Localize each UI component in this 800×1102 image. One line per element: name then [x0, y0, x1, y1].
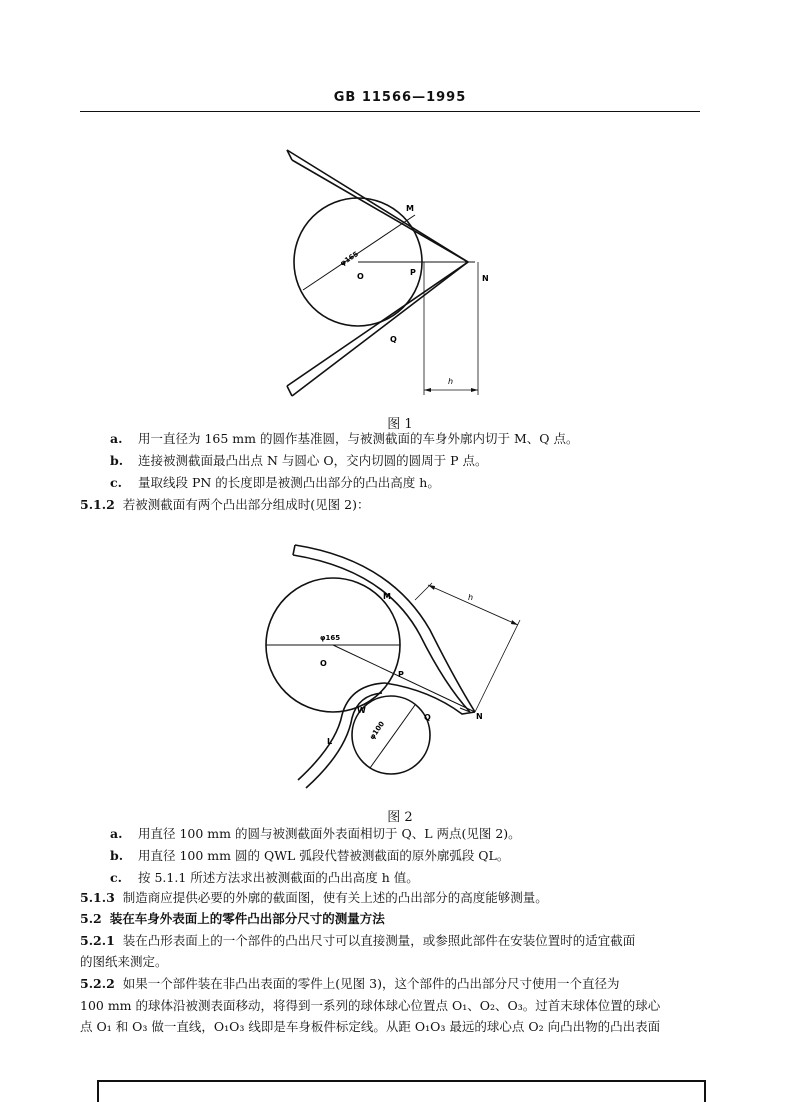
fig2-label-n: N — [476, 712, 483, 721]
figure-1-caption: 图 1 — [387, 417, 413, 432]
fig2-label-dia165: φ165 — [320, 634, 341, 642]
step1-c: c. 量取线段 PN 的长度即是被测凸出部分的凸出高度 h。 — [110, 475, 440, 490]
fig1-label-h: h — [448, 377, 454, 386]
fig2-label-m: M — [383, 592, 391, 601]
section-5-2-2-line3: 点 O₁ 和 O₃ 做一直线，O₁O₃ 线即是车身板件标定线。从距 O₁O₃ 最远的球心点 O₂ 向凸出物的凸出表面 — [80, 1019, 661, 1034]
fig2-label-o: O — [320, 659, 327, 668]
step2-a: a. 用直径 100 mm 的圆与被测截面外表面相切于 Q、L 两点(见图 2)。 — [110, 826, 521, 841]
section-5-1-2: 5.1.2 若被测截面有两个凸出部分组成时(见图 2)： — [80, 497, 370, 512]
section-5-2-1-line1: 5.2.1 装在凸形表面上的一个部件的凸出尺寸可以直接测量，或参照此部件在安装位置时的适宜截面 — [80, 933, 636, 948]
step1-b: b. 连接被测截面最凸出点 N 与圆心 O，交内切圆的圆周于 P 点。 — [110, 453, 488, 468]
section-5-2-heading: 5.2 装在车身外表面上的零件凸出部分尺寸的测量方法 — [80, 911, 385, 926]
figure-2-diagram — [260, 535, 530, 795]
fig1-label-q: Q — [390, 335, 397, 344]
fig2-label-h: h — [468, 593, 474, 602]
fig1-label-o: O — [357, 272, 364, 281]
fig1-label-p: P — [410, 268, 416, 277]
figure-2-caption: 图 2 — [387, 810, 413, 825]
fig2-label-l: L — [327, 737, 333, 746]
fig2-label-p: P — [398, 670, 404, 679]
step2-c: c. 按 5.1.1 所述方法求出被测截面的凸出高度 h 值。 — [110, 870, 419, 885]
fig1-label-n: N — [482, 274, 489, 283]
fig2-label-w: W — [357, 706, 366, 715]
fig2-label-dia100: φ100 — [368, 720, 387, 742]
section-5-2-2-line2: 100 mm 的球体沿被测表面移动，将得到一系列的球体球心位置点 O₁、O₂、O₃。过首末球体位置的球心 — [80, 998, 661, 1013]
document-header: GB 11566—1995 — [333, 90, 467, 105]
section-5-1-3: 5.1.3 制造商应提供必要的外廓的截面图，使有关上述的凸出部分的高度能够测量。 — [80, 890, 548, 905]
fig1-label-m: M — [406, 204, 414, 213]
section-5-2-1-line2: 的图纸来测定。 — [80, 954, 168, 969]
step2-b: b. 用直径 100 mm 圆的 QWL 弧段代替被测截面的原外廓弧段 QL。 — [110, 848, 510, 863]
header-rule — [80, 111, 700, 112]
fig1-label-diameter: φ165 — [338, 250, 360, 268]
fig2-label-q: Q — [424, 713, 431, 722]
figure-1-diagram — [270, 140, 510, 400]
section-5-2-2-line1: 5.2.2 如果一个部件装在非凸出表面的零件上(见图 3)，这个部件的凸出部分尺寸使用一个直径为 — [80, 976, 620, 991]
step1-a: a. 用一直径为 165 mm 的圆作基准圆，与被测截面的车身外廓内切于 M、Q 点。 — [110, 431, 579, 446]
next-page-frame — [97, 1080, 706, 1102]
